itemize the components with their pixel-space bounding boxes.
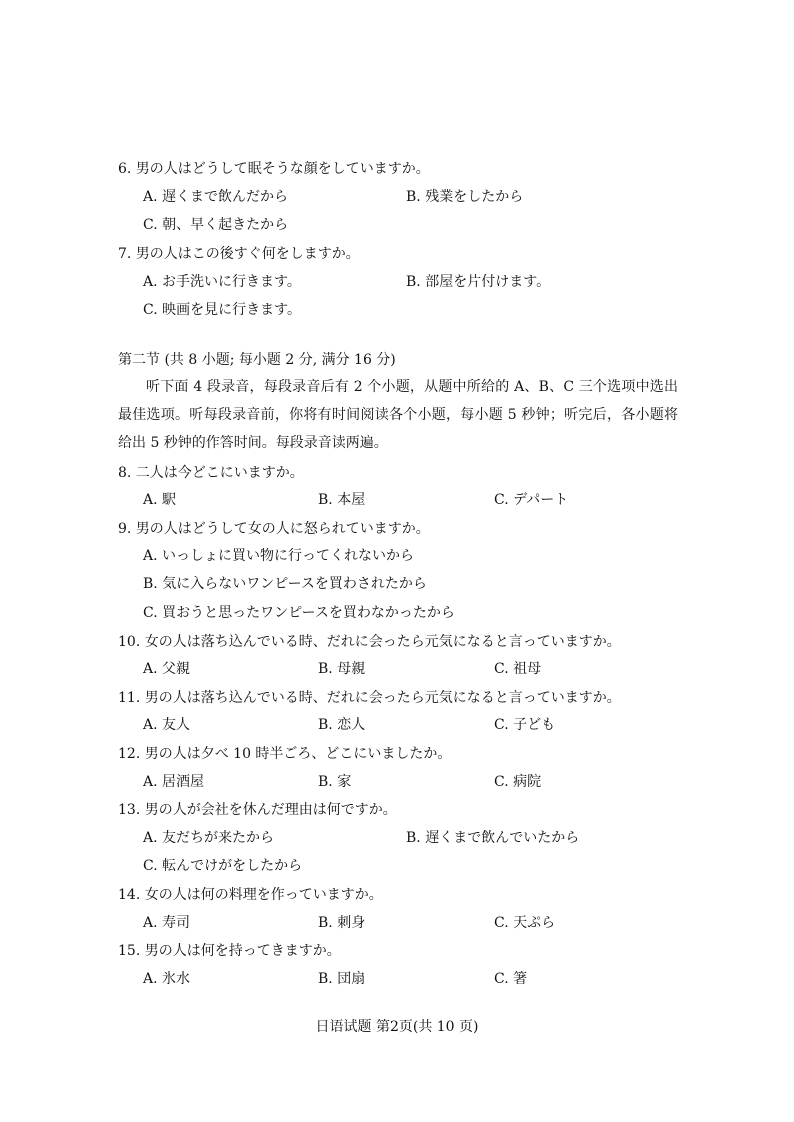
question-7-option-a: A. お手洗いに行きます。 xyxy=(143,274,301,290)
page-footer: 日语试题 第2页(共 10 页) xyxy=(315,1019,479,1035)
question-11-option-b: B. 恋人 xyxy=(318,717,366,733)
question-11-option-c: C. 子ども xyxy=(494,717,556,733)
question-9-option-c: C. 買おうと思ったワンピースを買わなかったから xyxy=(143,605,455,621)
question-10-stem: 10. 女の人は落ち込んでいる時、だれに会ったら元気になると言っていますか。 xyxy=(118,634,621,650)
question-6-option-b: B. 残業をしたから xyxy=(406,189,524,205)
question-7-option-c: C. 映画を見に行きます。 xyxy=(143,302,301,318)
question-15-option-c: C. 箸 xyxy=(494,971,528,987)
question-13-option-c: C. 転んでけがをしたから xyxy=(143,858,303,874)
question-12-option-b: B. 家 xyxy=(318,774,352,790)
question-12-option-c: C. 病院 xyxy=(494,774,542,790)
question-14-option-c: C. 天ぷら xyxy=(494,915,556,931)
question-11-option-a: A. 友人 xyxy=(143,717,191,733)
question-13-option-b: B. 遅くまで飲んでいたから xyxy=(406,830,580,846)
question-14-option-a: A. 寿司 xyxy=(143,915,191,931)
question-9-option-a: A. いっしょに買い物に行ってくれないから xyxy=(143,548,415,564)
question-7-stem: 7. 男の人はこの後すぐ何をしますか。 xyxy=(118,246,360,262)
question-8-stem: 8. 二人は今どこにいますか。 xyxy=(118,465,304,481)
question-13-option-a: A. 友だちが来たから xyxy=(143,830,275,846)
question-15-stem: 15. 男の人は何を持ってきますか。 xyxy=(118,943,341,959)
question-7-option-b: B. 部屋を片付けます。 xyxy=(406,274,551,290)
question-12-option-a: A. 居酒屋 xyxy=(143,774,205,790)
question-6-option-c: C. 朝、早く起きたから xyxy=(143,217,289,233)
question-10-option-c: C. 祖母 xyxy=(494,661,542,677)
question-8-option-c: C. デパート xyxy=(494,492,569,508)
question-14-stem: 14. 女の人は何の料理を作っていますか。 xyxy=(118,887,383,903)
section-instructions: 听下面 4 段录音，每段录音后有 2 个小题，从题中所给的 A、B、C 三个选项中选出最佳选项。听每段录音前，你将有时间阅读各个小题，每小题 5 秒钟；听完后，各小题将给出 5 秒钟的作答时间。每段录音读两遍。 xyxy=(118,379,678,451)
question-9-stem: 9. 男の人はどうして女の人に怒られていますか。 xyxy=(118,521,430,537)
question-13-stem: 13. 男の人が会社を休んだ理由は何ですか。 xyxy=(118,802,397,818)
question-14-option-b: B. 刺身 xyxy=(318,915,366,931)
question-12-stem: 12. 男の人は夕べ 10 時半ごろ、どこにいましたか。 xyxy=(118,746,452,762)
question-8-option-b: B. 本屋 xyxy=(318,492,366,508)
question-11-stem: 11. 男の人は落ち込んでいる時、だれに会ったら元気になると言っていますか。 xyxy=(118,690,621,706)
question-15-option-a: A. 氷水 xyxy=(143,971,191,987)
question-10-option-b: B. 母親 xyxy=(318,661,366,677)
question-9-option-b: B. 気に入らないワンピースを買わされたから xyxy=(143,576,427,592)
question-15-option-b: B. 団扇 xyxy=(318,971,366,987)
question-6-stem: 6. 男の人はどうして眠そうな顔をしていますか。 xyxy=(118,161,430,177)
question-10-option-a: A. 父親 xyxy=(143,661,191,677)
section-title: 第二节 (共 8 小题; 每小题 2 分, 满分 16 分) xyxy=(118,352,396,368)
question-6-option-a: A. 遅くまで飲んだから xyxy=(143,189,289,205)
question-8-option-a: A. 駅 xyxy=(143,492,177,508)
